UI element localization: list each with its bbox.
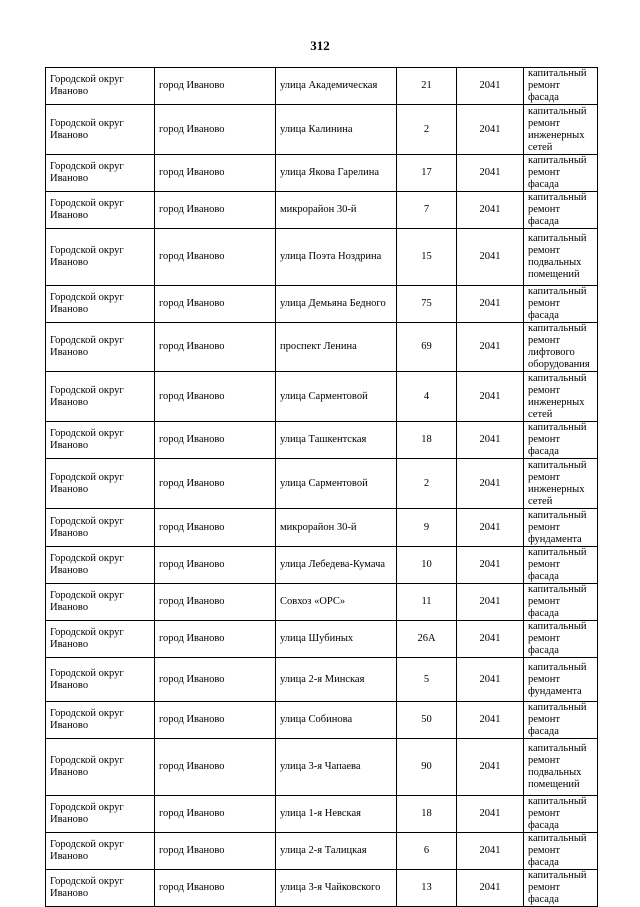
street-cell: улица Сарментовой	[276, 459, 397, 509]
year-cell: 2041	[457, 547, 524, 584]
table-row	[46, 584, 598, 621]
house-number-cell: 50	[397, 702, 457, 739]
city-cell: город Иваново	[155, 372, 276, 422]
city-cell: город Иваново	[155, 192, 276, 229]
table-row	[46, 547, 598, 584]
municipality-cell: Городской округ Иваново	[46, 739, 155, 796]
city-cell: город Иваново	[155, 796, 276, 833]
work-type-cell: капитальный ремонт фундамента	[524, 658, 598, 702]
table-row	[46, 68, 598, 105]
municipality-cell: Городской округ Иваново	[46, 68, 155, 105]
house-number-cell: 69	[397, 323, 457, 372]
year-cell: 2041	[457, 702, 524, 739]
year-cell: 2041	[457, 286, 524, 323]
work-type-cell: капитальный ремонт фасада	[524, 796, 598, 833]
table-row	[46, 286, 598, 323]
year-cell: 2041	[457, 509, 524, 547]
city-cell: город Иваново	[155, 702, 276, 739]
house-number-cell: 18	[397, 422, 457, 459]
work-type-cell: капитальный ремонт фасада	[524, 547, 598, 584]
municipality-cell: Городской округ Иваново	[46, 323, 155, 372]
municipality-cell: Городской округ Иваново	[46, 192, 155, 229]
house-number-cell: 21	[397, 68, 457, 105]
municipality-cell: Городской округ Иваново	[46, 833, 155, 870]
table-row	[46, 229, 598, 286]
year-cell: 2041	[457, 192, 524, 229]
street-cell: улица Ташкентская	[276, 422, 397, 459]
street-cell: улица Собинова	[276, 702, 397, 739]
year-cell: 2041	[457, 372, 524, 422]
table-row	[46, 105, 598, 155]
table-row	[46, 155, 598, 192]
street-cell: улица Демьяна Бедного	[276, 286, 397, 323]
city-cell: город Иваново	[155, 229, 276, 286]
municipality-cell: Городской округ Иваново	[46, 584, 155, 621]
street-cell: улица 3-я Чайковского	[276, 870, 397, 907]
city-cell: город Иваново	[155, 621, 276, 658]
street-cell: улица 3-я Чапаева	[276, 739, 397, 796]
year-cell: 2041	[457, 105, 524, 155]
municipality-cell: Городской округ Иваново	[46, 229, 155, 286]
table-row	[46, 621, 598, 658]
street-cell: улица Академическая	[276, 68, 397, 105]
year-cell: 2041	[457, 229, 524, 286]
year-cell: 2041	[457, 833, 524, 870]
city-cell: город Иваново	[155, 68, 276, 105]
table-row	[46, 422, 598, 459]
table-row	[46, 833, 598, 870]
street-cell: улица Шубиных	[276, 621, 397, 658]
city-cell: город Иваново	[155, 422, 276, 459]
year-cell: 2041	[457, 796, 524, 833]
table-row	[46, 323, 598, 372]
house-number-cell: 6	[397, 833, 457, 870]
city-cell: город Иваново	[155, 323, 276, 372]
municipality-cell: Городской округ Иваново	[46, 286, 155, 323]
table-row	[46, 796, 598, 833]
year-cell: 2041	[457, 621, 524, 658]
table-row	[46, 870, 598, 907]
city-cell: город Иваново	[155, 547, 276, 584]
year-cell: 2041	[457, 68, 524, 105]
work-type-cell: капитальный ремонт фасада	[524, 192, 598, 229]
city-cell: город Иваново	[155, 658, 276, 702]
house-number-cell: 90	[397, 739, 457, 796]
year-cell: 2041	[457, 459, 524, 509]
table-row	[46, 192, 598, 229]
work-type-cell: капитальный ремонт инженерных сетей	[524, 372, 598, 422]
street-cell: проспект Ленина	[276, 323, 397, 372]
municipality-cell: Городской округ Иваново	[46, 509, 155, 547]
work-type-cell: капитальный ремонт лифтового оборудования	[524, 323, 598, 372]
year-cell: 2041	[457, 422, 524, 459]
house-number-cell: 75	[397, 286, 457, 323]
year-cell: 2041	[457, 155, 524, 192]
work-type-cell: капитальный ремонт фасада	[524, 155, 598, 192]
house-number-cell: 17	[397, 155, 457, 192]
year-cell: 2041	[457, 870, 524, 907]
city-cell: город Иваново	[155, 286, 276, 323]
work-type-cell: капитальный ремонт фасада	[524, 584, 598, 621]
city-cell: город Иваново	[155, 739, 276, 796]
city-cell: город Иваново	[155, 833, 276, 870]
municipality-cell: Городской округ Иваново	[46, 621, 155, 658]
year-cell: 2041	[457, 323, 524, 372]
city-cell: город Иваново	[155, 584, 276, 621]
table-row	[46, 658, 598, 702]
municipality-cell: Городской округ Иваново	[46, 459, 155, 509]
city-cell: город Иваново	[155, 509, 276, 547]
work-type-cell: капитальный ремонт подвальных помещений	[524, 739, 598, 796]
work-type-cell: капитальный ремонт инженерных сетей	[524, 459, 598, 509]
work-type-cell: капитальный ремонт фасада	[524, 422, 598, 459]
street-cell: улица 2-я Минская	[276, 658, 397, 702]
work-type-cell: капитальный ремонт инженерных сетей	[524, 105, 598, 155]
house-number-cell: 26А	[397, 621, 457, 658]
work-type-cell: капитальный ремонт фасада	[524, 621, 598, 658]
city-cell: город Иваново	[155, 105, 276, 155]
house-number-cell: 7	[397, 192, 457, 229]
house-number-cell: 4	[397, 372, 457, 422]
table-row	[46, 372, 598, 422]
municipality-cell: Городской округ Иваново	[46, 155, 155, 192]
work-type-cell: капитальный ремонт фасада	[524, 286, 598, 323]
work-type-cell: капитальный ремонт фасада	[524, 870, 598, 907]
repair-schedule-table	[45, 67, 598, 907]
street-cell: улица Калинина	[276, 105, 397, 155]
municipality-cell: Городской округ Иваново	[46, 372, 155, 422]
house-number-cell: 15	[397, 229, 457, 286]
year-cell: 2041	[457, 739, 524, 796]
street-cell: улица Сарментовой	[276, 372, 397, 422]
house-number-cell: 5	[397, 658, 457, 702]
municipality-cell: Городской округ Иваново	[46, 702, 155, 739]
work-type-cell: капитальный ремонт фасада	[524, 702, 598, 739]
municipality-cell: Городской округ Иваново	[46, 105, 155, 155]
city-cell: город Иваново	[155, 459, 276, 509]
street-cell: улица Якова Гарелина	[276, 155, 397, 192]
work-type-cell: капитальный ремонт фасада	[524, 833, 598, 870]
table-row	[46, 459, 598, 509]
city-cell: город Иваново	[155, 870, 276, 907]
work-type-cell: капитальный ремонт подвальных помещений	[524, 229, 598, 286]
municipality-cell: Городской округ Иваново	[46, 870, 155, 907]
street-cell: улица 1-я Невская	[276, 796, 397, 833]
table-row	[46, 702, 598, 739]
page-number: 312	[310, 38, 330, 53]
house-number-cell: 10	[397, 547, 457, 584]
house-number-cell: 11	[397, 584, 457, 621]
street-cell: микрорайон 30-й	[276, 509, 397, 547]
city-cell: город Иваново	[155, 155, 276, 192]
street-cell: микрорайон 30-й	[276, 192, 397, 229]
street-cell: улица 2-я Талицкая	[276, 833, 397, 870]
municipality-cell: Городской округ Иваново	[46, 422, 155, 459]
street-cell: Совхоз «ОРС»	[276, 584, 397, 621]
work-type-cell: капитальный ремонт фундамента	[524, 509, 598, 547]
house-number-cell: 18	[397, 796, 457, 833]
table-row	[46, 509, 598, 547]
house-number-cell: 13	[397, 870, 457, 907]
house-number-cell: 2	[397, 459, 457, 509]
municipality-cell: Городской округ Иваново	[46, 547, 155, 584]
year-cell: 2041	[457, 584, 524, 621]
house-number-cell: 9	[397, 509, 457, 547]
street-cell: улица Поэта Ноздрина	[276, 229, 397, 286]
house-number-cell: 2	[397, 105, 457, 155]
municipality-cell: Городской округ Иваново	[46, 658, 155, 702]
year-cell: 2041	[457, 658, 524, 702]
municipality-cell: Городской округ Иваново	[46, 796, 155, 833]
street-cell: улица Лебедева-Кумача	[276, 547, 397, 584]
work-type-cell: капитальный ремонт фасада	[524, 68, 598, 105]
table-row	[46, 739, 598, 796]
